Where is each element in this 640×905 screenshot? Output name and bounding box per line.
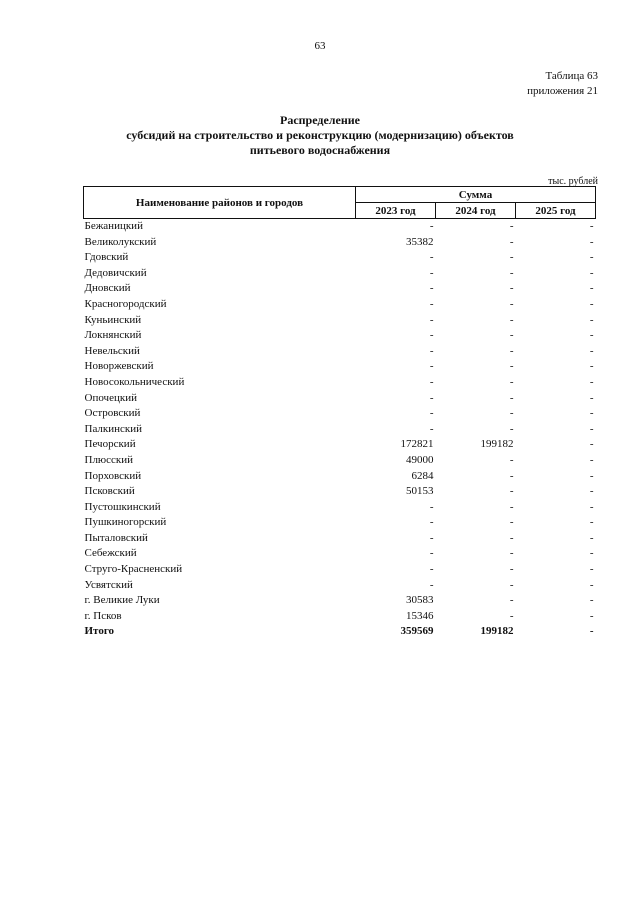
- value-2024: -: [509, 360, 514, 373]
- value-2025: -: [589, 235, 594, 248]
- district-name: Плюсский: [84, 453, 134, 466]
- district-name: Гдовский: [84, 251, 129, 264]
- table-row: [84, 344, 596, 360]
- value-2023: -: [429, 391, 434, 404]
- total-row: [84, 624, 596, 640]
- value-2025: -: [589, 422, 594, 435]
- district-name: Пыталовский: [84, 531, 148, 544]
- value-2023: -: [429, 578, 434, 591]
- district-name: Порховский: [84, 469, 142, 482]
- value-2024: -: [509, 329, 514, 342]
- district-name: Новоржевский: [84, 360, 154, 373]
- value-2024: -: [509, 391, 514, 404]
- district-name: Палкинский: [84, 422, 143, 435]
- value-2024: -: [509, 407, 514, 420]
- value-2024: 199182: [480, 625, 514, 638]
- value-2025: -: [589, 453, 594, 466]
- value-2025: -: [589, 531, 594, 544]
- value-2025: -: [589, 375, 594, 388]
- district-name: Пустошкинский: [84, 500, 161, 513]
- district-name: Островский: [84, 407, 141, 420]
- table-row: [84, 515, 596, 531]
- value-2023: 50153: [406, 485, 434, 498]
- value-2023: -: [429, 220, 434, 232]
- table-row: [84, 437, 596, 453]
- header-year-2025: 2025 год: [516, 203, 596, 219]
- value-2024: -: [509, 375, 514, 388]
- table-number: Таблица 63: [545, 70, 598, 82]
- district-name: Невельский: [84, 344, 140, 357]
- district-name: Дедовичский: [84, 266, 147, 279]
- value-2024: -: [509, 282, 514, 295]
- value-2024: -: [509, 453, 514, 466]
- value-2023: -: [429, 422, 434, 435]
- district-name: Локнянский: [84, 329, 142, 342]
- table-row: [84, 469, 596, 485]
- value-2023: -: [429, 375, 434, 388]
- header-sum: Сумма: [356, 187, 596, 203]
- district-name: г. Псков: [84, 609, 122, 622]
- table-row: [84, 235, 596, 251]
- district-name: Печорский: [84, 438, 136, 451]
- district-name: Великолукский: [84, 235, 157, 248]
- value-2024: -: [509, 344, 514, 357]
- table-row: [84, 328, 596, 344]
- value-2025: -: [589, 313, 594, 326]
- table-row: [84, 313, 596, 329]
- table-row: [84, 500, 596, 516]
- value-2023: -: [429, 266, 434, 279]
- value-2024: -: [509, 531, 514, 544]
- district-name: Струго-Красненский: [84, 563, 183, 576]
- subsidy-table: [83, 186, 596, 640]
- value-2025: -: [589, 391, 594, 404]
- district-name: Новосокольнический: [84, 375, 185, 388]
- district-name: Дновский: [84, 282, 131, 295]
- value-2024: 199182: [480, 438, 514, 451]
- value-2025: -: [589, 547, 594, 560]
- value-2023: 6284: [411, 469, 434, 482]
- table-row: [84, 281, 596, 297]
- table-row: [84, 578, 596, 594]
- value-2023: 30583: [406, 594, 434, 607]
- table-row: [84, 359, 596, 375]
- table-row: [84, 453, 596, 469]
- value-2023: 35382: [406, 235, 434, 248]
- value-2025: -: [589, 438, 594, 451]
- document-title: [0, 113, 640, 158]
- header-year-2024: 2024 год: [436, 203, 516, 219]
- value-2025: -: [589, 469, 594, 482]
- table-row: [84, 219, 596, 235]
- value-2025: -: [589, 360, 594, 373]
- value-2023: -: [429, 407, 434, 420]
- table-row: [84, 391, 596, 407]
- table-row: [84, 375, 596, 391]
- table-row: [84, 406, 596, 422]
- value-2024: -: [509, 516, 514, 529]
- table-row: [84, 531, 596, 547]
- value-2023: -: [429, 547, 434, 560]
- page-number: 63: [314, 40, 326, 52]
- table-row: [84, 484, 596, 500]
- value-2023: -: [429, 500, 434, 513]
- value-2023: -: [429, 251, 434, 264]
- district-name: Псковский: [84, 485, 135, 498]
- district-name: Себежский: [84, 547, 137, 560]
- table-row: [84, 546, 596, 562]
- value-2023: -: [429, 282, 434, 295]
- value-2023: 359569: [400, 625, 434, 638]
- value-2023: -: [429, 531, 434, 544]
- value-2025: -: [589, 625, 594, 638]
- value-2025: -: [589, 282, 594, 295]
- table-row: [84, 297, 596, 313]
- value-2025: -: [589, 407, 594, 420]
- value-2024: -: [509, 578, 514, 591]
- value-2024: -: [509, 469, 514, 482]
- value-2023: 172821: [400, 438, 434, 451]
- district-name: Усвятский: [84, 578, 133, 591]
- header-year-2023: 2023 год: [356, 203, 436, 219]
- value-2024: -: [509, 500, 514, 513]
- value-2025: -: [589, 500, 594, 513]
- value-2024: -: [509, 235, 514, 248]
- value-2024: -: [509, 422, 514, 435]
- value-2024: -: [509, 266, 514, 279]
- table-row: [84, 609, 596, 625]
- value-2023: 49000: [406, 453, 434, 466]
- appendix-number: приложения 21: [527, 85, 598, 97]
- district-name: Бежаницкий: [84, 220, 143, 232]
- value-2025: -: [589, 516, 594, 529]
- value-2025: -: [589, 266, 594, 279]
- value-2025: -: [589, 344, 594, 357]
- value-2023: -: [429, 329, 434, 342]
- table-row: [84, 266, 596, 282]
- value-2024: -: [509, 485, 514, 498]
- title-line-3: питьевого водоснабжения: [249, 143, 391, 157]
- value-2024: -: [509, 547, 514, 560]
- value-2023: 15346: [406, 609, 434, 622]
- value-2024: -: [509, 594, 514, 607]
- district-name: Куньинский: [84, 313, 142, 326]
- value-2024: -: [509, 220, 514, 232]
- value-2023: -: [429, 563, 434, 576]
- value-2025: -: [589, 297, 594, 310]
- value-2024: -: [509, 251, 514, 264]
- header-name: Наименование районов и городов: [84, 187, 356, 219]
- value-2025: -: [589, 609, 594, 622]
- district-name: г. Великие Луки: [84, 594, 160, 607]
- value-2025: -: [589, 220, 594, 232]
- value-2025: -: [589, 594, 594, 607]
- title-line-1: Распределение: [279, 113, 361, 127]
- value-2024: -: [509, 313, 514, 326]
- value-2025: -: [589, 578, 594, 591]
- value-2023: -: [429, 516, 434, 529]
- units-label: тыс. рублей: [548, 176, 598, 187]
- value-2024: -: [509, 563, 514, 576]
- district-name: Красногородский: [84, 297, 167, 310]
- value-2024: -: [509, 297, 514, 310]
- total-label: Итого: [84, 625, 115, 638]
- table-reference: [527, 69, 598, 99]
- table-row: [84, 562, 596, 578]
- table-row: [84, 593, 596, 609]
- value-2023: -: [429, 313, 434, 326]
- value-2024: -: [509, 609, 514, 622]
- value-2025: -: [589, 563, 594, 576]
- value-2025: -: [589, 251, 594, 264]
- district-name: Пушкиногорский: [84, 516, 167, 529]
- value-2025: -: [589, 485, 594, 498]
- title-line-2: субсидий на строительство и реконструкцию (модернизацию) объектов: [126, 128, 514, 142]
- value-2025: -: [589, 329, 594, 342]
- value-2023: -: [429, 360, 434, 373]
- value-2023: -: [429, 297, 434, 310]
- district-name: Опочецкий: [84, 391, 137, 404]
- table-row: [84, 422, 596, 438]
- table-row: [84, 250, 596, 266]
- value-2023: -: [429, 344, 434, 357]
